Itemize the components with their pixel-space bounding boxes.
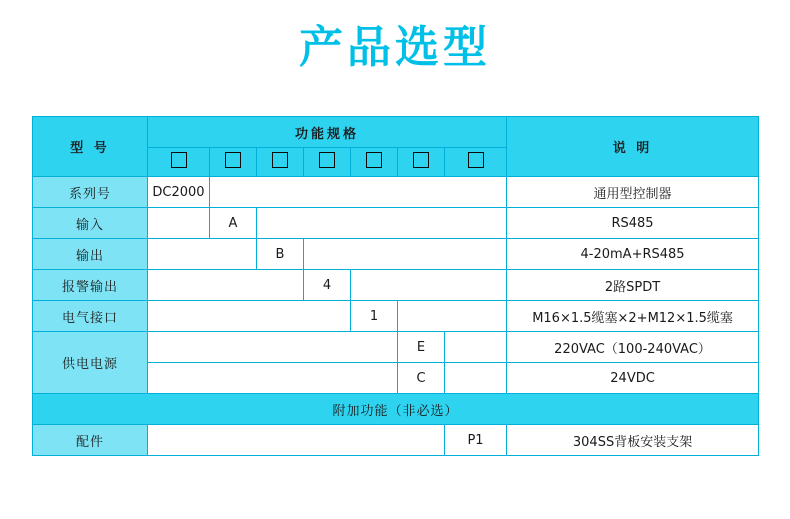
row-blank — [445, 332, 507, 363]
table-row — [33, 177, 759, 208]
row-blank — [148, 301, 351, 332]
row-label: 配件 — [33, 425, 148, 456]
checkbox-cell-5[interactable] — [351, 148, 398, 177]
row-blank — [257, 208, 507, 239]
row-blank — [351, 270, 507, 301]
checkbox-icon[interactable] — [413, 152, 429, 168]
table-header-row — [33, 117, 759, 148]
row-code: A — [210, 208, 257, 239]
row-label: 输入 — [33, 208, 148, 239]
selection-table — [32, 116, 759, 456]
checkbox-icon[interactable] — [366, 152, 382, 168]
table-band-row — [33, 394, 759, 425]
row-blank — [445, 363, 507, 394]
row-label: 输出 — [33, 239, 148, 270]
row-code: P1 — [445, 425, 507, 456]
checkbox-icon[interactable] — [272, 152, 288, 168]
row-code: E — [398, 332, 445, 363]
row-label: 供电电源 — [33, 332, 148, 394]
checkbox-icon[interactable] — [171, 152, 187, 168]
table-row — [33, 425, 759, 456]
table-row — [33, 332, 759, 363]
row-code: DC2000 — [148, 177, 210, 208]
checkbox-cell-6[interactable] — [398, 148, 445, 177]
row-desc: 通用型控制器 — [507, 177, 759, 208]
row-desc: 220VAC（100-240VAC） — [507, 332, 759, 363]
row-label: 系列号 — [33, 177, 148, 208]
header-function-spec: 功能规格 — [148, 117, 507, 148]
table-row — [33, 270, 759, 301]
row-blank — [398, 301, 507, 332]
row-code: B — [257, 239, 304, 270]
checkbox-icon[interactable] — [319, 152, 335, 168]
checkbox-cell-3[interactable] — [257, 148, 304, 177]
row-blank — [148, 363, 398, 394]
checkbox-cell-2[interactable] — [210, 148, 257, 177]
row-code: C — [398, 363, 445, 394]
row-blank — [148, 425, 445, 456]
extra-function-band: 附加功能（非必选） — [33, 394, 759, 425]
checkbox-cell-7[interactable] — [445, 148, 507, 177]
row-label: 电气接口 — [33, 301, 148, 332]
row-blank — [148, 270, 304, 301]
row-blank — [210, 177, 507, 208]
checkbox-icon[interactable] — [225, 152, 241, 168]
table-row — [33, 208, 759, 239]
row-label: 报警输出 — [33, 270, 148, 301]
header-model: 型 号 — [33, 117, 148, 177]
table-row — [33, 239, 759, 270]
row-desc: M16×1.5缆塞×2+M12×1.5缆塞 — [507, 301, 759, 332]
row-code: 4 — [304, 270, 351, 301]
row-desc: 4-20mA+RS485 — [507, 239, 759, 270]
row-blank — [148, 208, 210, 239]
selection-table-wrapper — [32, 116, 758, 456]
row-code: 1 — [351, 301, 398, 332]
row-blank — [304, 239, 507, 270]
checkbox-icon[interactable] — [468, 152, 484, 168]
row-desc: 304SS背板安装支架 — [507, 425, 759, 456]
checkbox-cell-1[interactable] — [148, 148, 210, 177]
row-blank — [148, 239, 257, 270]
row-blank — [148, 332, 398, 363]
page-title — [0, 0, 790, 75]
checkbox-cell-4[interactable] — [304, 148, 351, 177]
page-title-text: 产品选型 — [299, 22, 491, 73]
table-row — [33, 301, 759, 332]
row-desc: RS485 — [507, 208, 759, 239]
header-description: 说 明 — [507, 117, 759, 177]
row-desc: 24VDC — [507, 363, 759, 394]
row-desc: 2路SPDT — [507, 270, 759, 301]
